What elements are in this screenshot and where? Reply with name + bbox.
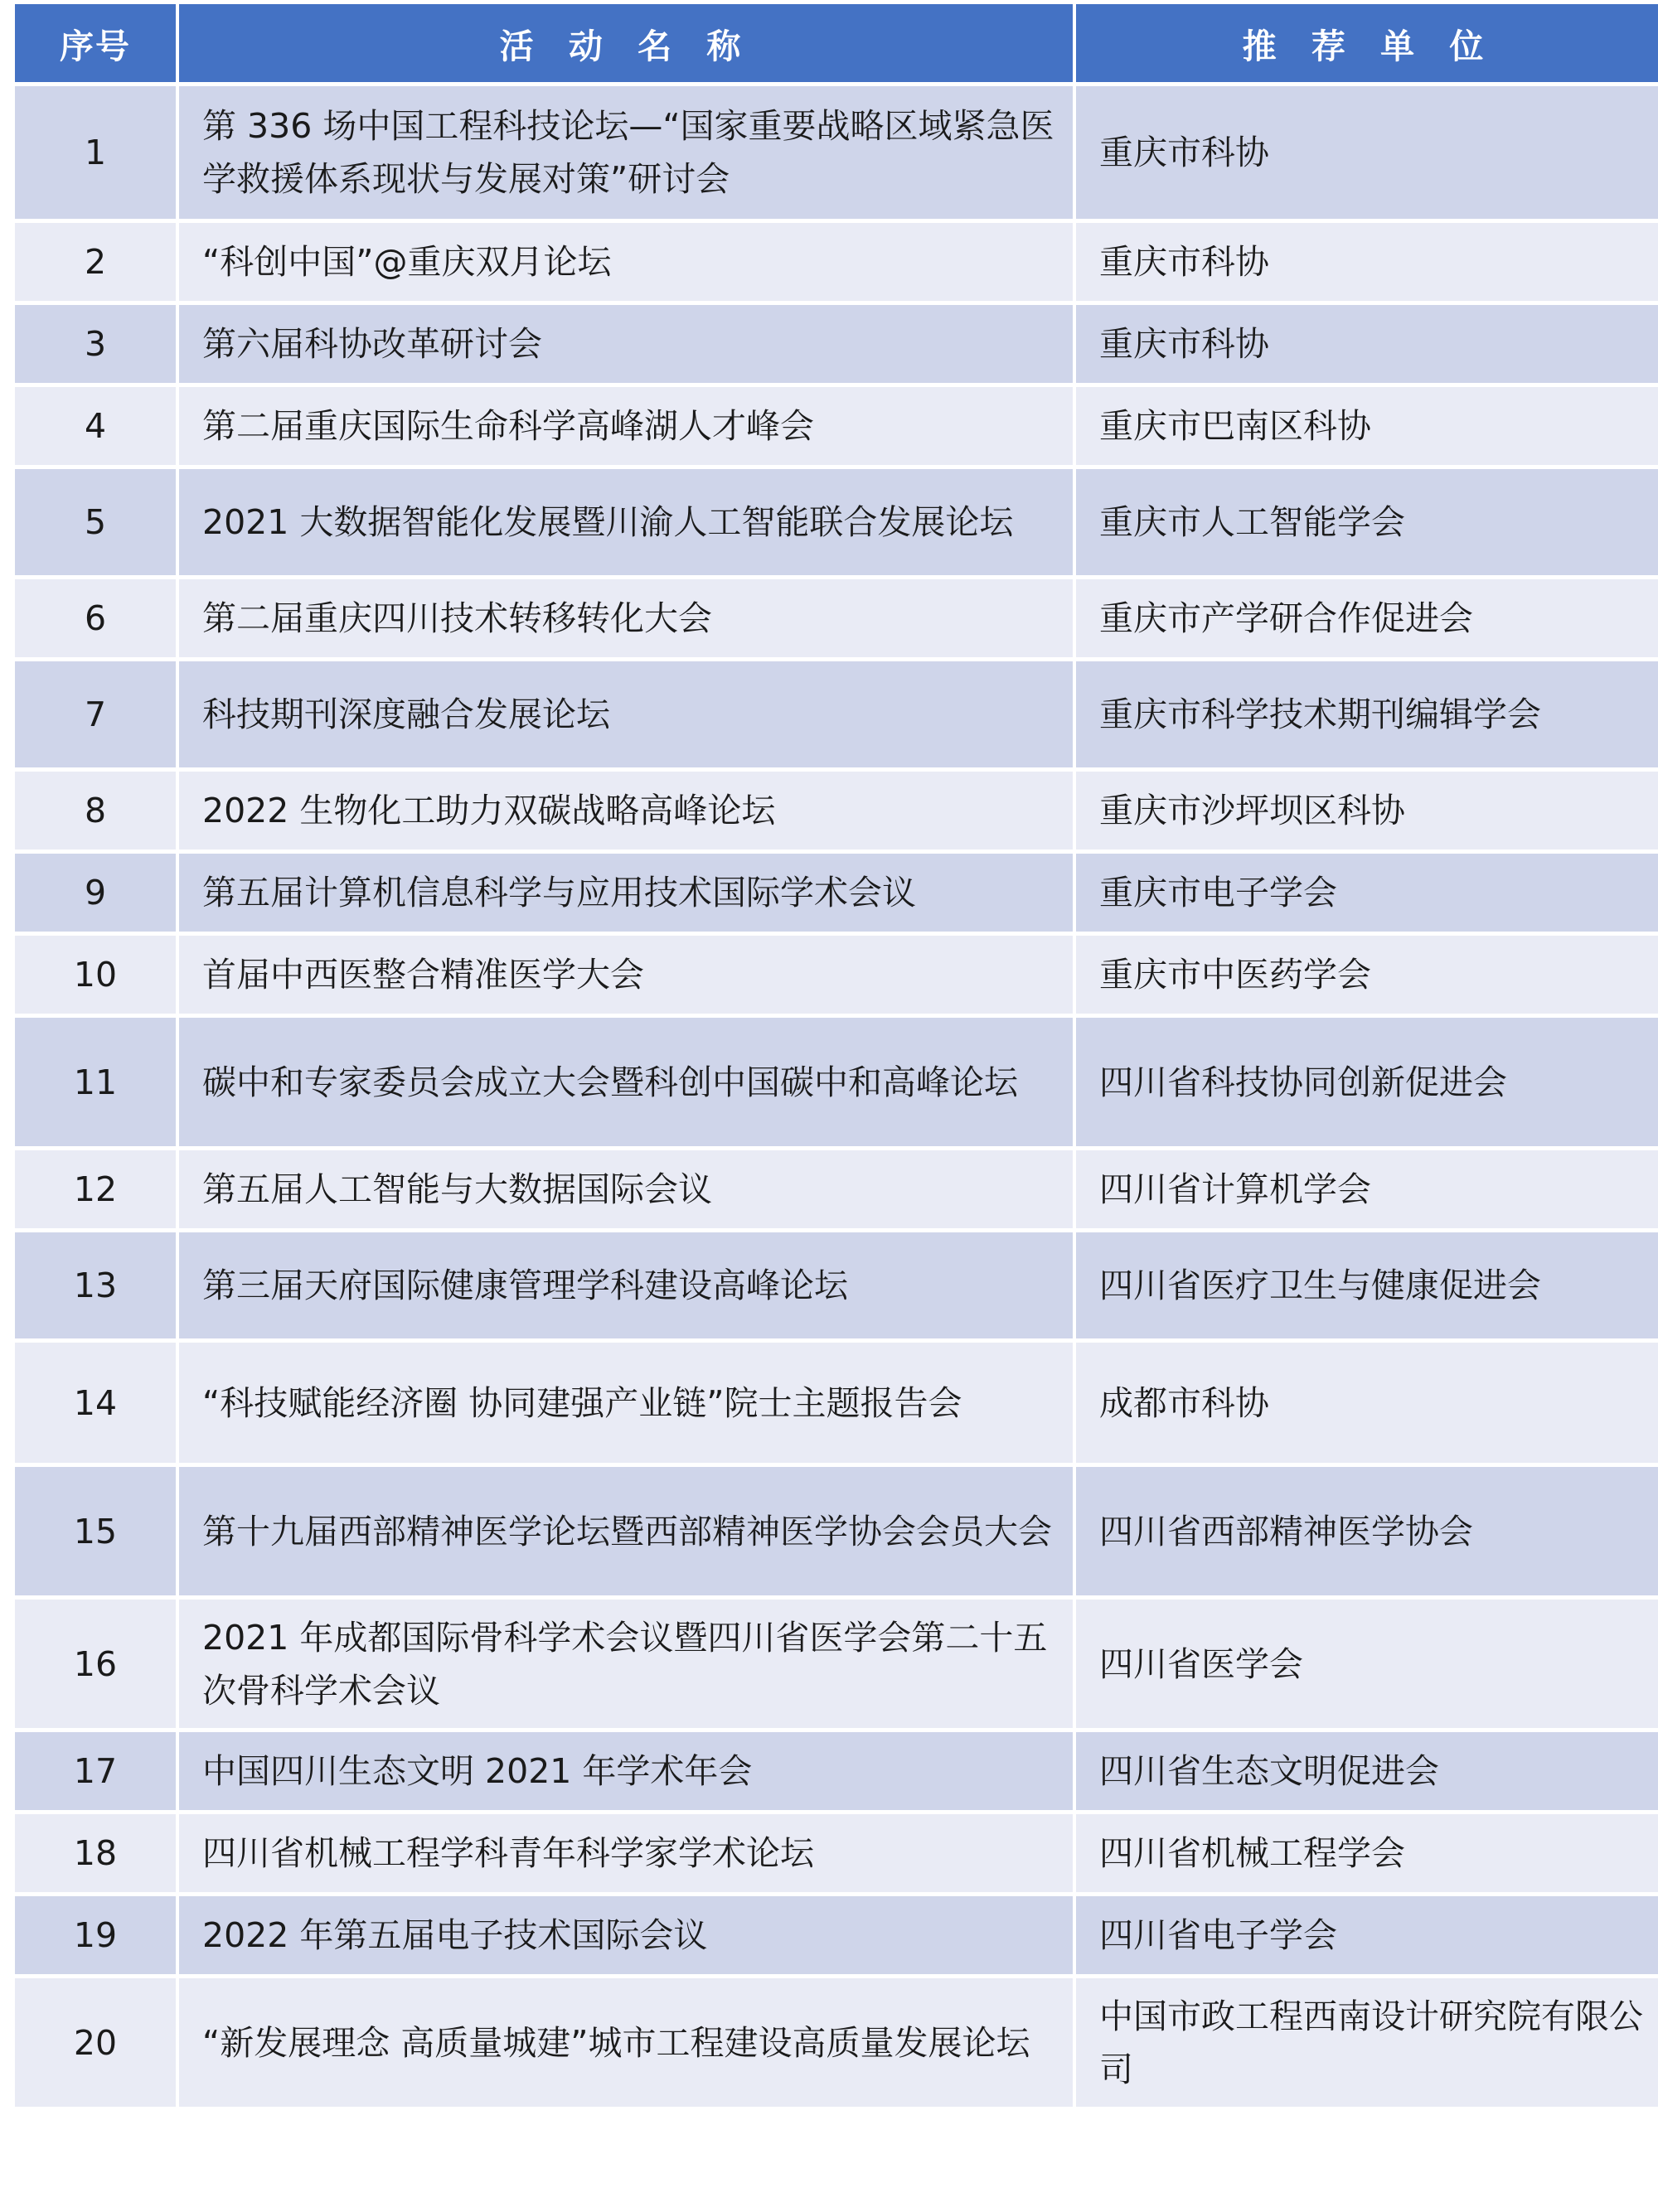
cell-recommending-unit: 四川省医学会 [1076, 1600, 1658, 1728]
table-row [15, 1018, 1658, 1146]
cell-activity-name: 第五届计算机信息科学与应用技术国际学术会议 [179, 854, 1073, 932]
cell-recommending-unit: 四川省生态文明促进会 [1076, 1732, 1658, 1810]
table-row [15, 1732, 1658, 1810]
cell-serial-number: 10 [15, 936, 176, 1014]
cell-activity-name: 第六届科协改革研讨会 [179, 305, 1073, 383]
cell-serial-number: 13 [15, 1232, 176, 1338]
table-row [15, 1814, 1658, 1892]
cell-activity-name: “科技赋能经济圈 协同建强产业链”院士主题报告会 [179, 1343, 1073, 1463]
table-row [15, 661, 1658, 767]
table-row [15, 1896, 1658, 1974]
cell-recommending-unit: 四川省西部精神医学协会 [1076, 1467, 1658, 1595]
cell-activity-name: 科技期刊深度融合发展论坛 [179, 661, 1073, 767]
cell-activity-name: 2022 生物化工助力双碳战略高峰论坛 [179, 772, 1073, 849]
header-activity-name: 活 动 名 称 [179, 4, 1073, 82]
table-row [15, 1978, 1658, 2107]
table-header [15, 4, 1658, 82]
cell-activity-name: 2021 年成都国际骨科学术会议暨四川省医学会第二十五次骨科学术会议 [179, 1600, 1073, 1728]
table-row [15, 305, 1658, 383]
table-body [15, 86, 1658, 2107]
cell-activity-name: 第二届重庆四川技术转移转化大会 [179, 579, 1073, 657]
cell-serial-number: 4 [15, 387, 176, 465]
cell-serial-number: 16 [15, 1600, 176, 1728]
cell-serial-number: 9 [15, 854, 176, 932]
table-row [15, 469, 1658, 575]
cell-serial-number: 19 [15, 1896, 176, 1974]
cell-recommending-unit: 重庆市科协 [1076, 223, 1658, 301]
cell-serial-number: 1 [15, 86, 176, 219]
table-row [15, 579, 1658, 657]
cell-recommending-unit: 四川省科技协同创新促进会 [1076, 1018, 1658, 1146]
cell-serial-number: 15 [15, 1467, 176, 1595]
cell-activity-name: 第二届重庆国际生命科学高峰湖人才峰会 [179, 387, 1073, 465]
table-row [15, 1150, 1658, 1228]
cell-activity-name: 中国四川生态文明 2021 年学术年会 [179, 1732, 1073, 1810]
cell-recommending-unit: 重庆市人工智能学会 [1076, 469, 1658, 575]
cell-activity-name: 第三届天府国际健康管理学科建设高峰论坛 [179, 1232, 1073, 1338]
table-row [15, 1343, 1658, 1463]
cell-serial-number: 18 [15, 1814, 176, 1892]
cell-recommending-unit: 成都市科协 [1076, 1343, 1658, 1463]
table-row [15, 772, 1658, 849]
cell-recommending-unit: 重庆市中医药学会 [1076, 936, 1658, 1014]
cell-serial-number: 14 [15, 1343, 176, 1463]
cell-serial-number: 17 [15, 1732, 176, 1810]
cell-activity-name: 第五届人工智能与大数据国际会议 [179, 1150, 1073, 1228]
cell-activity-name: 2021 大数据智能化发展暨川渝人工智能联合发展论坛 [179, 469, 1073, 575]
header-serial-number: 序号 [15, 4, 176, 82]
cell-activity-name: 第 336 场中国工程科技论坛—“国家重要战略区域紧急医学救援体系现状与发展对策”研讨会 [179, 86, 1073, 219]
cell-recommending-unit: 重庆市科学技术期刊编辑学会 [1076, 661, 1658, 767]
table-row [15, 936, 1658, 1014]
table-row [15, 1467, 1658, 1595]
cell-serial-number: 11 [15, 1018, 176, 1146]
cell-recommending-unit: 重庆市巴南区科协 [1076, 387, 1658, 465]
cell-serial-number: 12 [15, 1150, 176, 1228]
cell-serial-number: 2 [15, 223, 176, 301]
cell-recommending-unit: 中国市政工程西南设计研究院有限公司 [1076, 1978, 1658, 2107]
cell-serial-number: 7 [15, 661, 176, 767]
cell-serial-number: 8 [15, 772, 176, 849]
table-row [15, 854, 1658, 932]
cell-recommending-unit: 重庆市电子学会 [1076, 854, 1658, 932]
cell-recommending-unit: 四川省机械工程学会 [1076, 1814, 1658, 1892]
cell-activity-name: 四川省机械工程学科青年科学家学术论坛 [179, 1814, 1073, 1892]
table-row [15, 223, 1658, 301]
cell-serial-number: 5 [15, 469, 176, 575]
cell-recommending-unit: 重庆市沙坪坝区科协 [1076, 772, 1658, 849]
cell-activity-name: 首届中西医整合精准医学大会 [179, 936, 1073, 1014]
cell-recommending-unit: 重庆市科协 [1076, 86, 1658, 219]
cell-activity-name: 第十九届西部精神医学论坛暨西部精神医学协会会员大会 [179, 1467, 1073, 1595]
cell-recommending-unit: 四川省计算机学会 [1076, 1150, 1658, 1228]
header-row [15, 4, 1658, 82]
table-row [15, 387, 1658, 465]
cell-serial-number: 20 [15, 1978, 176, 2107]
cell-activity-name: 2022 年第五届电子技术国际会议 [179, 1896, 1073, 1974]
table-row [15, 1232, 1658, 1338]
table-row [15, 1600, 1658, 1728]
header-recommending-unit: 推 荐 单 位 [1076, 4, 1658, 82]
cell-recommending-unit: 四川省电子学会 [1076, 1896, 1658, 1974]
cell-recommending-unit: 四川省医疗卫生与健康促进会 [1076, 1232, 1658, 1338]
cell-serial-number: 3 [15, 305, 176, 383]
activity-table-container [15, 0, 1658, 2111]
cell-activity-name: “新发展理念 高质量城建”城市工程建设高质量发展论坛 [179, 1978, 1073, 2107]
cell-recommending-unit: 重庆市产学研合作促进会 [1076, 579, 1658, 657]
cell-activity-name: 碳中和专家委员会成立大会暨科创中国碳中和高峰论坛 [179, 1018, 1073, 1146]
table-row [15, 86, 1658, 219]
activity-table [12, 0, 1658, 2111]
cell-serial-number: 6 [15, 579, 176, 657]
cell-activity-name: “科创中国”@重庆双月论坛 [179, 223, 1073, 301]
cell-recommending-unit: 重庆市科协 [1076, 305, 1658, 383]
